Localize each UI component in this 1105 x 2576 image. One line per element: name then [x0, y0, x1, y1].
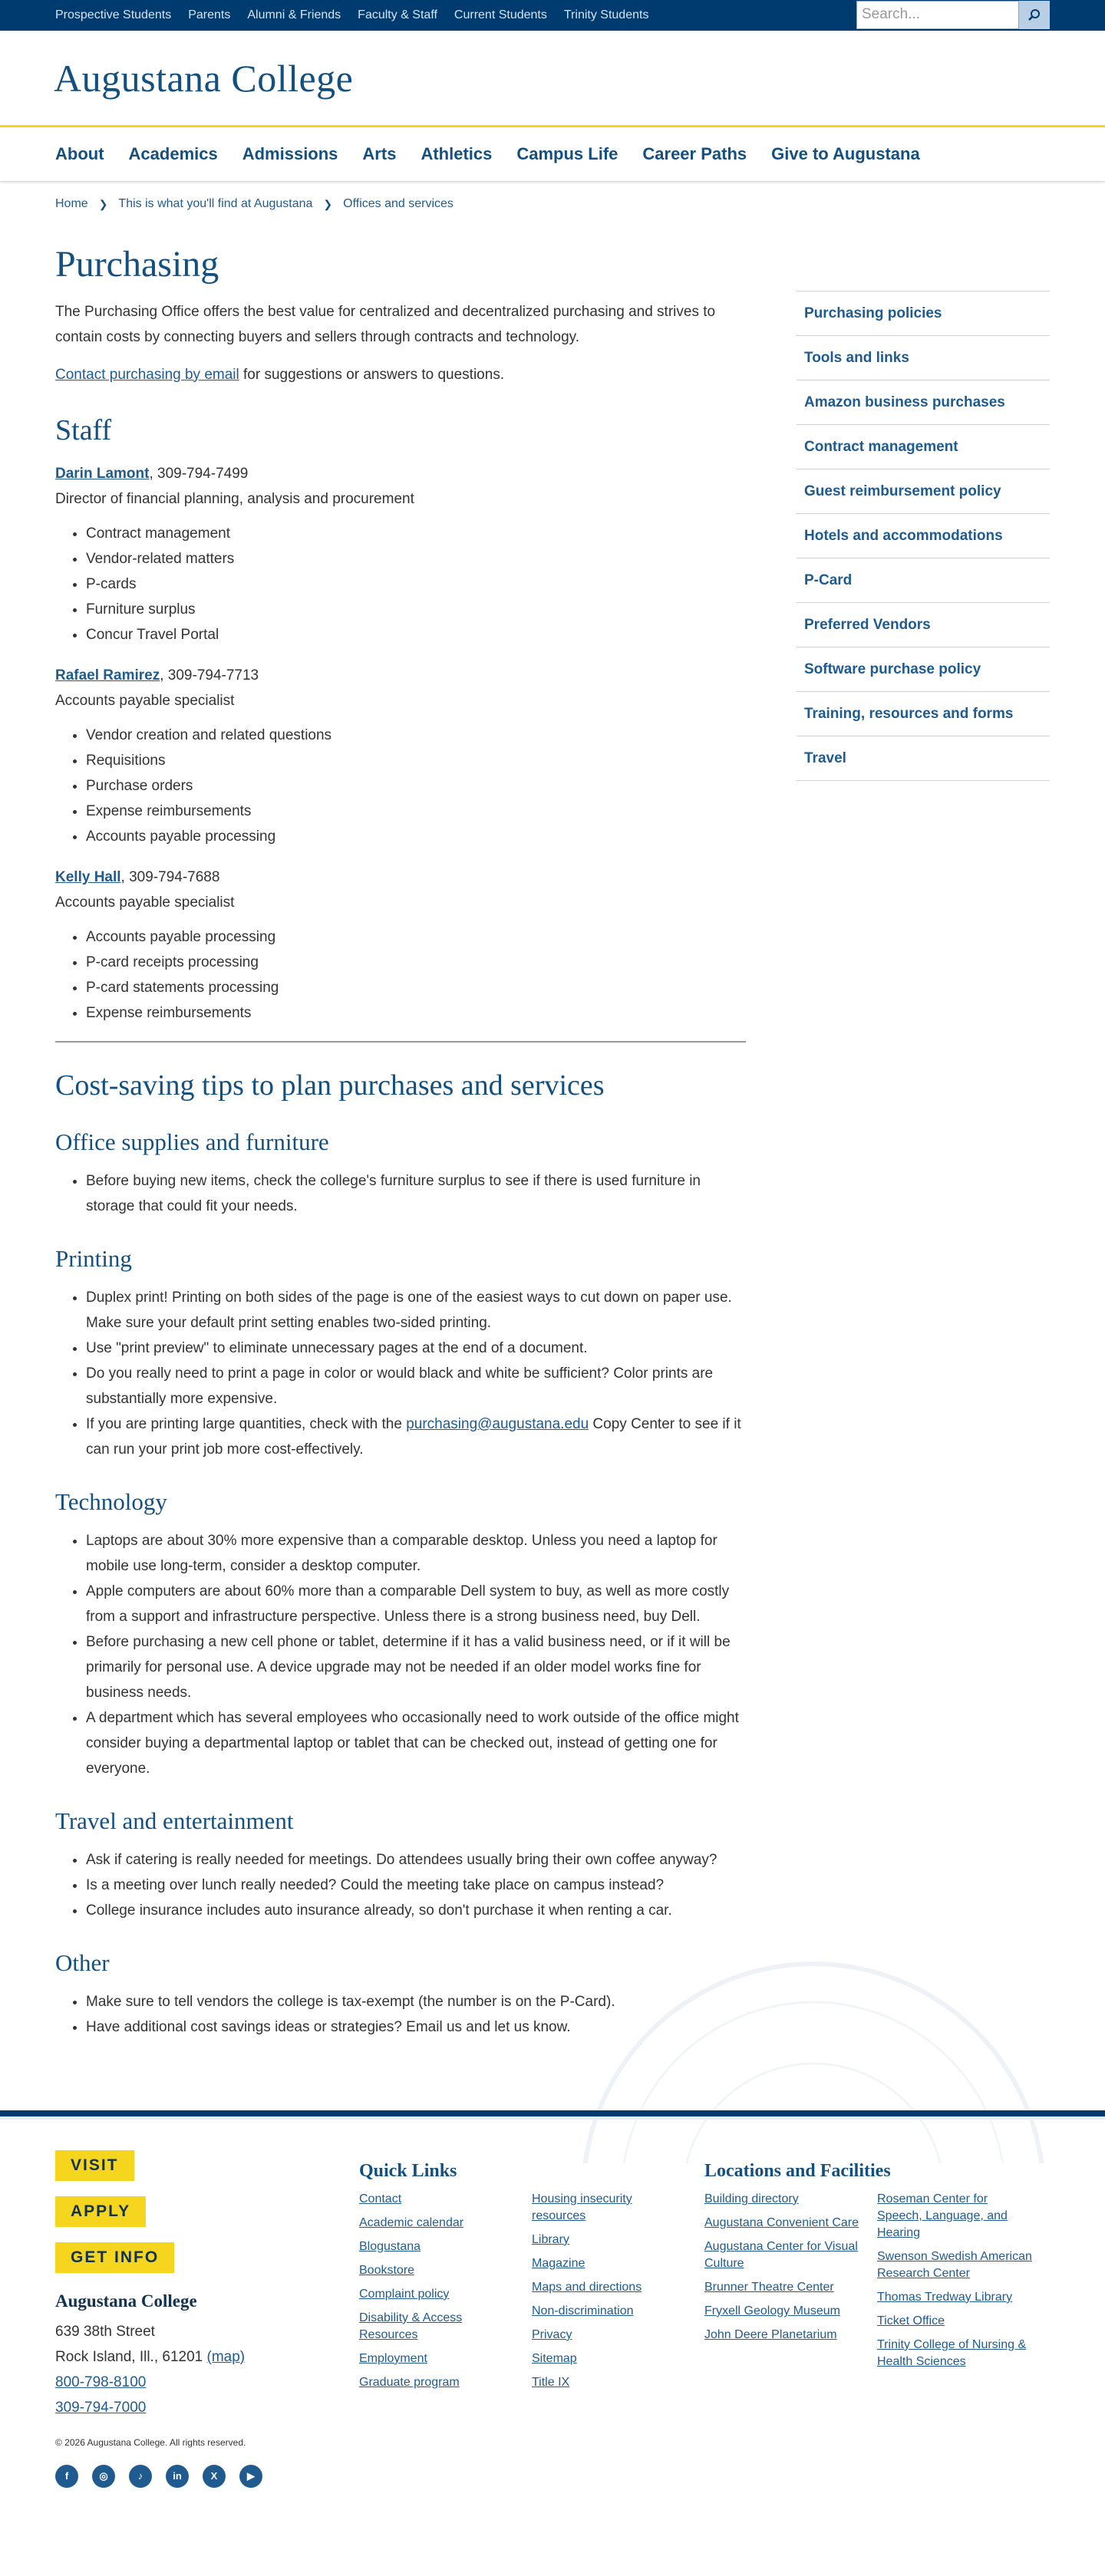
list-item: • P-card receipts processing — [86, 950, 746, 975]
sidebar-nav — [797, 291, 1050, 781]
audience-link[interactable]: Current Students — [454, 8, 547, 21]
contact-text: for suggestions or answers to questions. — [239, 366, 505, 383]
phone-link[interactable]: 800-798-8100 — [55, 2373, 147, 2390]
other-tips — [86, 1989, 746, 2040]
footer-link[interactable]: Swenson Swedish American Research Center — [877, 2249, 1032, 2280]
sidebar-item-contract-management[interactable]: Contract management — [797, 425, 1050, 469]
audience-link[interactable]: Trinity Students — [563, 8, 649, 21]
footer-address — [55, 2319, 359, 2420]
printing-heading: Printing — [55, 1244, 132, 1272]
main-nav — [0, 127, 1105, 182]
list-item: • P-card statements processing — [86, 975, 746, 1000]
audience-link[interactable]: Alumni & Friends — [247, 8, 341, 21]
address-line — [55, 2344, 359, 2370]
footer-quick-links — [359, 2150, 704, 2488]
audience-link[interactable]: Parents — [188, 8, 231, 21]
staff-member — [55, 461, 746, 647]
search-box — [856, 1, 1050, 29]
footer-link[interactable]: Disability & Access Resources — [359, 2311, 463, 2341]
list-item: • Furniture surplus — [86, 597, 746, 622]
footer-link[interactable]: Privacy — [532, 2327, 572, 2341]
main-content — [55, 211, 746, 2055]
audience-links — [55, 8, 648, 22]
staff-member — [55, 663, 746, 849]
footer-link[interactable]: Blogustana — [359, 2239, 421, 2253]
footer-link[interactable]: Graduate program — [359, 2375, 460, 2389]
map-link[interactable]: (map) — [206, 2348, 246, 2365]
page-title: Purchasing — [55, 244, 219, 285]
contact-line — [55, 362, 746, 387]
list-item: • A department which has several employees who occasionally need to work outside of the office might consider buying a departmental laptop or tablet that can be checked out, instead of getting one for everyone. — [86, 1705, 746, 1781]
list-item: • Expense reimbursements — [86, 1000, 746, 1026]
footer-columns — [0, 2120, 1105, 2488]
staff-name-line — [55, 663, 746, 688]
footer-link[interactable]: Thomas Tredway Library — [877, 2290, 1013, 2304]
footer-link[interactable]: Non-discrimination — [532, 2304, 634, 2317]
footer-link[interactable]: Library — [532, 2232, 569, 2246]
get-info-button[interactable]: GET INFO — [55, 2242, 174, 2273]
footer-link[interactable]: Sitemap — [532, 2351, 577, 2365]
footer-link[interactable]: Ticket Office — [877, 2314, 945, 2327]
breadcrumb — [0, 182, 1105, 211]
nav-item-campus-life[interactable]: Campus Life — [516, 144, 618, 163]
locations-heading: Locations and Facilities — [704, 2160, 891, 2181]
footer-contact — [55, 2150, 359, 2488]
footer-link[interactable]: Title IX — [532, 2375, 570, 2389]
sidebar-item-amazon[interactable]: Amazon business purchases — [797, 380, 1050, 425]
list-item: • Is a meeting over lunch really needed? Could the meeting take place on campus instead? — [86, 1873, 746, 1898]
x-icon[interactable]: X — [203, 2465, 226, 2488]
page-body — [0, 211, 1105, 2055]
tiktok-icon[interactable]: ♪ — [129, 2465, 152, 2488]
office-tips — [86, 1168, 746, 1219]
staff-name-link[interactable]: Darin Lamont — [55, 465, 150, 482]
list-item: • Purchase orders — [86, 773, 746, 799]
apply-button[interactable]: APPLY — [55, 2196, 146, 2227]
sidebar-item-p-card[interactable]: P-Card — [797, 558, 1050, 603]
staff-heading: Staff — [55, 413, 112, 446]
list-item: • Apple computers are about 60% more than a comparable Dell system to buy, as well as more costly from a support and infrastructure perspective. Unless there is a strong business need, buy Dell. — [86, 1579, 746, 1629]
staff-phone: , 309-794-7688 — [120, 868, 220, 885]
sidebar-item-guest-reimbursement[interactable]: Guest reimbursement policy — [797, 469, 1050, 514]
tech-heading: Technology — [55, 1487, 167, 1515]
duties-list — [86, 723, 746, 849]
instagram-icon[interactable]: ◎ — [92, 2465, 115, 2488]
address-line: 639 38th Street — [55, 2323, 155, 2340]
search-button[interactable] — [1019, 1, 1050, 29]
staff-member — [55, 865, 746, 1026]
chevron-right-icon: ❯ — [323, 197, 333, 210]
nav-item-career-paths[interactable]: Career Paths — [642, 144, 747, 163]
footer-link[interactable]: Magazine — [532, 2256, 585, 2270]
list-item: • Vendor creation and related questions — [86, 723, 746, 748]
quick-links-heading: Quick Links — [359, 2160, 457, 2181]
purchasing-email-link[interactable]: purchasing@augustana.edu — [406, 1415, 589, 1432]
contact-email-link[interactable]: Contact purchasing by email — [55, 366, 239, 383]
linkedin-icon[interactable]: in — [166, 2465, 189, 2488]
footer-link[interactable]: Augustana Convenient Care — [704, 2215, 859, 2229]
list-item: • Laptops are about 30% more expensive than a comparable desktop. Unless you need a laptop for mobile use long-term, consider a desktop computer. — [86, 1528, 746, 1579]
chevron-right-icon: ❯ — [98, 197, 108, 210]
list-item: • Vendor-related matters — [86, 546, 746, 572]
list-text: Copy Center to see if it can run your print job more cost-effectively. — [86, 1415, 741, 1458]
office-heading: Office supplies and furniture — [55, 1128, 329, 1155]
footer-link[interactable]: Maps and directions — [532, 2280, 642, 2294]
staff-name-link[interactable]: Kelly Hall — [55, 868, 121, 885]
visit-button[interactable]: VISIT — [55, 2150, 134, 2181]
staff-name-link[interactable]: Rafael Ramirez — [55, 667, 160, 684]
list-item: • Duplex print! Printing on both sides of the page is one of the easiest ways to cut down on paper use. Make sure your default print setting enables two-sided printing. — [86, 1285, 746, 1336]
link-column — [359, 2191, 532, 2398]
site-footer — [0, 2110, 1105, 2488]
staff-phone: , 309-794-7499 — [149, 465, 249, 482]
list-item — [86, 1412, 746, 1462]
other-heading: Other — [55, 1948, 110, 1976]
list-item: • Before purchasing a new cell phone or tablet, determine if it has a valid business need, or if it will be primarily for personal use. A device upgrade may not be needed if an older model works fine for business needs. — [86, 1629, 746, 1705]
footer-link[interactable]: Augustana Center for Visual Culture — [704, 2239, 858, 2270]
audience-bar — [0, 0, 1105, 31]
staff-phone: , 309-794-7713 — [160, 667, 259, 684]
list-item: • Use "print preview" to eliminate unnecessary pages at the end of a document. — [86, 1336, 746, 1361]
list-item: • Contract management — [86, 521, 746, 546]
nav-item-admissions[interactable]: Admissions — [242, 144, 338, 163]
footer-link[interactable]: John Deere Planetarium — [704, 2327, 837, 2341]
locations-columns — [704, 2191, 1050, 2377]
staff-title: Accounts payable specialist — [55, 692, 235, 709]
nav-item-academics[interactable]: Academics — [128, 144, 218, 163]
list-item: • Do you really need to print a page in color or would black and white be sufficient? Color prints are substantially more expensive. — [86, 1361, 746, 1412]
section-divider — [55, 1041, 746, 1043]
list-text: If you are printing large quantities, check with the — [86, 1415, 407, 1432]
staff-title: Director of financial planning, analysis and procurement — [55, 490, 414, 507]
duties-list — [86, 924, 746, 1026]
footer-link[interactable]: Fryxell Geology Museum — [704, 2304, 840, 2317]
address-text: Rock Island, Ill., 61201 — [55, 2348, 207, 2365]
sidebar-item-travel[interactable]: Travel — [797, 736, 1050, 781]
list-item: • Ask if catering is really needed for meetings. Do attendees usually bring their own coffee anyway? — [86, 1847, 746, 1873]
intro-text: The Purchasing Office offers the best value for centralized and decentralized purchasing and strives to contain costs by connecting buyers and sellers through contracts and technology. — [55, 303, 716, 345]
tech-tips — [86, 1528, 746, 1781]
link-column — [877, 2191, 1050, 2377]
sidebar-item-purchasing-policies[interactable]: Purchasing policies — [797, 292, 1050, 336]
footer-link[interactable]: Brunner Theatre Center — [704, 2280, 834, 2294]
footer-college-name: Augustana College — [55, 2291, 197, 2311]
list-item: • Concur Travel Portal — [86, 622, 746, 647]
list-item: • P-cards — [86, 572, 746, 597]
copyright: © 2026 Augustana College. All rights reserved. — [55, 2436, 246, 2448]
footer-link[interactable]: Academic calendar — [359, 2215, 464, 2229]
sidebar-item-preferred-vendors[interactable]: Preferred Vendors — [797, 603, 1050, 647]
footer-link[interactable]: Employment — [359, 2351, 427, 2365]
printing-tips — [86, 1285, 746, 1462]
footer-locations — [704, 2150, 1050, 2488]
youtube-icon[interactable]: ▶ — [239, 2465, 262, 2488]
footer-link[interactable]: Roseman Center for Speech, Language, and Hearing — [877, 2192, 1008, 2239]
list-item: • College insurance includes auto insurance already, so don't purchase it when renting a car. — [86, 1898, 746, 1923]
audience-link[interactable]: Faculty & Staff — [358, 8, 437, 21]
nav-item-give[interactable]: Give to Augustana — [771, 144, 920, 163]
list-item: • Accounts payable processing — [86, 924, 746, 950]
list-item: • Make sure to tell vendors the college is tax-exempt (the number is on the P-Card). — [86, 1989, 746, 2014]
breadcrumb-item[interactable]: Offices and services — [343, 197, 454, 210]
footer-link[interactable]: Contact — [359, 2192, 402, 2205]
list-item: • Before buying new items, check the college's furniture surplus to see if there is used furniture in storage that could fit your needs. — [86, 1168, 746, 1219]
sidebar-item-tools-links[interactable]: Tools and links — [797, 336, 1050, 380]
duties-list — [86, 521, 746, 647]
footer-link[interactable]: Bookstore — [359, 2263, 415, 2277]
facebook-icon[interactable]: f — [55, 2465, 78, 2488]
list-item: • Accounts payable processing — [86, 824, 746, 849]
sidebar-item-hotels[interactable]: Hotels and accommodations — [797, 514, 1050, 558]
nav-item-arts[interactable]: Arts — [362, 144, 397, 163]
link-column — [532, 2191, 704, 2398]
search-icon — [1027, 8, 1041, 22]
staff-name-line — [55, 865, 746, 890]
section-sidebar — [797, 211, 1050, 2055]
list-item: • Requisitions — [86, 748, 746, 773]
footer-link[interactable]: Trinity College of Nursing & Health Sciences — [877, 2337, 1027, 2368]
list-item: • Expense reimbursements — [86, 799, 746, 824]
staff-title: Accounts payable specialist — [55, 894, 235, 911]
nav-item-about[interactable]: About — [55, 144, 104, 163]
tips-heading: Cost-saving tips to plan purchases and services — [55, 1069, 605, 1102]
social-links — [55, 2465, 359, 2488]
site-header — [0, 31, 1105, 125]
nav-item-athletics[interactable]: Athletics — [421, 144, 493, 163]
breadcrumb-home[interactable]: Home — [55, 197, 88, 210]
sidebar-item-software-policy[interactable]: Software purchase policy — [797, 647, 1050, 692]
footer-link[interactable]: Building directory — [704, 2192, 799, 2205]
audience-link[interactable]: Prospective Students — [55, 8, 172, 21]
breadcrumb-item[interactable]: This is what you'll find at Augustana — [118, 197, 313, 210]
travel-tips — [86, 1847, 746, 1923]
sidebar-item-training[interactable]: Training, resources and forms — [797, 692, 1050, 736]
site-logo[interactable]: Augustana College — [54, 56, 354, 100]
footer-link[interactable]: Complaint policy — [359, 2287, 450, 2301]
footer-link[interactable]: Housing insecurity resources — [532, 2192, 632, 2222]
search-input[interactable]: Search... — [856, 1, 1019, 29]
quick-links-columns — [359, 2191, 704, 2398]
phone-link[interactable]: 309-794-7000 — [55, 2399, 147, 2416]
staff-name-line — [55, 461, 746, 486]
list-item: • Have additional cost savings ideas or strategies? Email us and let us know. — [86, 2014, 746, 2040]
link-column — [704, 2191, 877, 2377]
travel-heading: Travel and entertainment — [55, 1807, 294, 1834]
